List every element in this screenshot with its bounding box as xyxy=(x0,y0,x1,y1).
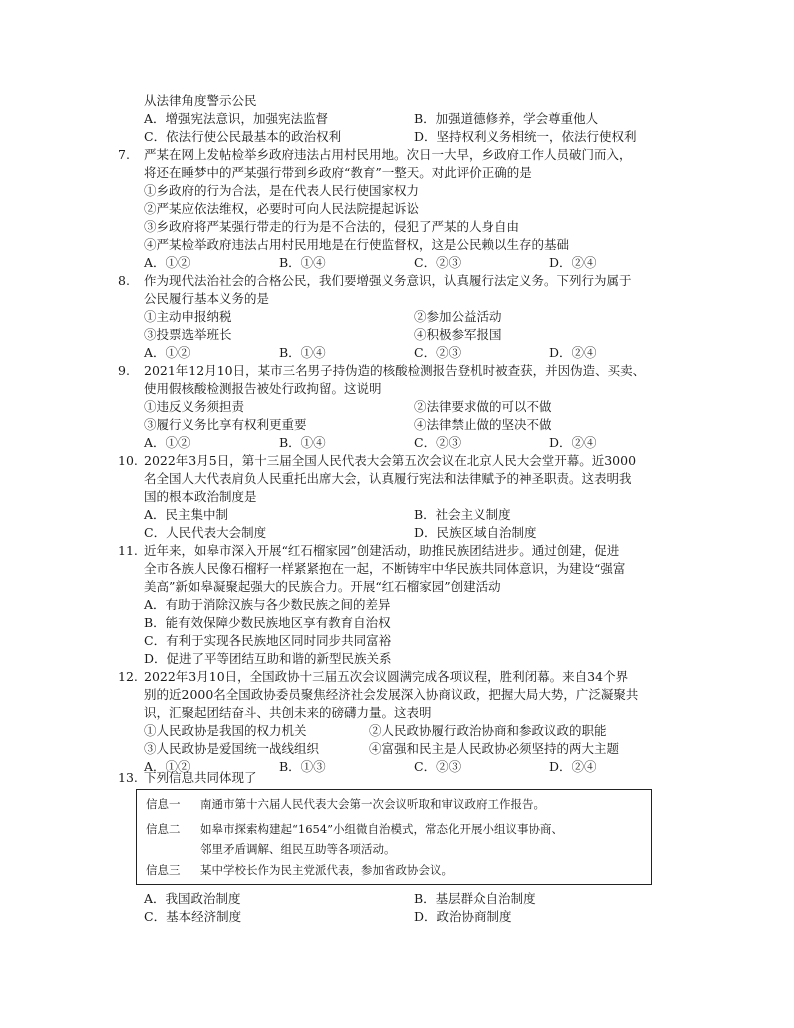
info-2-text-line-2: 邻里矛盾调解、组民互助等各项活动。 xyxy=(200,842,396,856)
q9-option-a: A．①② xyxy=(144,435,191,450)
q6-option-b: B．加强道德修养，学会尊重他人 xyxy=(414,111,599,126)
q11-stem-line-1: 近年来，如皋市深入开展“红石榴家园”创建活动，助推民族团结进步。通过创建，促进 xyxy=(144,543,620,558)
q8-stem-line-2: 公民履行基本义务的是 xyxy=(144,291,270,306)
q8-option-d: D．②④ xyxy=(549,345,597,360)
q10-number: 10. xyxy=(118,453,138,468)
q9-number: 9. xyxy=(118,363,130,378)
q6-option-d: D．坚持权利义务相统一，依法行使权利 xyxy=(414,129,637,144)
q12-item-1: ①人民政协是我国的权力机关 xyxy=(144,723,307,738)
q8-item-4: ④积极参军报国 xyxy=(414,327,502,342)
q12-item-4: ④富强和民主是人民政协必须坚持的两大主题 xyxy=(369,741,620,756)
q10-stem-line-1: 2022年3月5日，第十三届全国人民代表大会第五次会议在北京人民大会堂开幕。近3000 xyxy=(144,453,637,468)
q13-number: 13. xyxy=(118,770,138,785)
q6-option-a: A．增强宪法意识，加强宪法监督 xyxy=(144,111,329,126)
q6-option-c: C．依法行使公民最基本的政治权利 xyxy=(144,129,342,144)
q7-option-b: B．①④ xyxy=(279,255,326,270)
q10-stem-line-2: 名全国人大代表肩负人民重托出席大会，认真履行宪法和法律赋予的神圣职责。这表明我 xyxy=(144,471,632,486)
q9-stem-line-1: 2021年12月10日，某市三名男子持伪造的核酸检测报告登机时被查获，并因伪造、买卖、 xyxy=(144,363,646,378)
q9-item-2: ②法律要求做的可以不做 xyxy=(414,399,552,414)
q10-option-a: A．民主集中制 xyxy=(144,507,229,522)
q8-item-2: ②参加公益活动 xyxy=(414,309,502,324)
q13-option-c: C．基本经济制度 xyxy=(144,909,242,924)
q7-option-c: C．②③ xyxy=(414,255,462,270)
q13-option-a: A．我国政治制度 xyxy=(144,891,241,906)
q7-item-3: ③乡政府将严某强行带走的行为是不合法的，侵犯了严某的人身自由 xyxy=(144,219,520,234)
q7-option-a: A．①② xyxy=(144,255,191,270)
info-1-label: 信息一 xyxy=(146,797,181,811)
info-1-text: 南通市第十六届人民代表大会第一次会议听取和审议政府工作报告。 xyxy=(200,797,545,811)
q12-stem-line-1: 2022年3月10日，全国政协十三届五次会议圆满完成各项议程，胜利闭幕。来自34个界 xyxy=(144,669,629,684)
q13-stem: 下列信息共同体现了 xyxy=(144,770,257,785)
q12-option-b: B．①③ xyxy=(279,759,326,774)
q13-option-d: D．政治协商制度 xyxy=(414,909,512,924)
q7-stem-line-2: 将还在睡梦中的严某强行带到乡政府“教育”一整天。对此评价正确的是 xyxy=(144,165,532,180)
q8-stem-line-1: 作为现代法治社会的合格公民，我们要增强义务意识，认真履行法定义务。下列行为属于 xyxy=(144,273,632,288)
q11-number: 11. xyxy=(118,543,138,558)
q8-number: 8. xyxy=(118,273,130,288)
q7-item-2: ②严某应依法维权，必要时可向人民法院提起诉讼 xyxy=(144,201,420,216)
q11-stem-line-2: 全市各族人民像石榴籽一样紧紧抱在一起，不断铸牢中华民族共同体意识，为建设“强富 xyxy=(144,561,626,576)
q8-option-c: C．②③ xyxy=(414,345,462,360)
q10-option-b: B．社会主义制度 xyxy=(414,507,511,522)
q12-option-a: A．①② xyxy=(144,759,191,774)
info-2-label: 信息二 xyxy=(146,822,181,836)
q9-item-3: ③履行义务比享有权利更重要 xyxy=(144,417,307,432)
q7-option-d: D．②④ xyxy=(549,255,597,270)
q11-stem-line-3: 美高”新如皋凝聚起强大的民族合力。开展“红石榴家园”创建活动 xyxy=(144,579,501,594)
q7-stem-line-1: 严某在网上发帖检举乡政府违法占用村民用地。次日一大早，乡政府工作人员破门而入， xyxy=(144,147,632,162)
q7-number: 7. xyxy=(118,147,130,162)
q9-stem-line-2: 使用假核酸检测报告被处行政拘留。这说明 xyxy=(144,381,382,396)
info-3-text: 某中学校长作为民主党派代表，参加省政协会议。 xyxy=(200,863,453,877)
q12-item-2: ②人民政协履行政治协商和参政议政的职能 xyxy=(369,723,607,738)
q12-option-c: C．②③ xyxy=(414,759,462,774)
q9-option-d: D．②④ xyxy=(549,435,597,450)
info-box xyxy=(136,789,652,885)
q11-option-c: C．有利于实现各民族地区同时同步共同富裕 xyxy=(144,633,392,648)
info-3-label: 信息三 xyxy=(146,863,181,877)
q8-item-3: ③投票选举班长 xyxy=(144,327,232,342)
q13-option-b: B．基层群众自治制度 xyxy=(414,891,536,906)
q6-stem-tail: 从法律角度警示公民 xyxy=(144,93,257,108)
q11-option-a: A．有助于消除汉族与各少数民族之间的差异 xyxy=(144,597,391,612)
q10-option-d: D．民族区域自治制度 xyxy=(414,525,537,540)
q7-item-1: ①乡政府的行为合法，是在代表人民行使国家权力 xyxy=(144,183,420,198)
q9-item-4: ④法律禁止做的坚决不做 xyxy=(414,417,552,432)
q12-stem-line-3: 识，汇聚起团结奋斗、共创未来的磅礴力量。这表明 xyxy=(144,705,432,720)
q12-number: 12. xyxy=(118,669,138,684)
q8-option-a: A．①② xyxy=(144,345,191,360)
q9-option-b: B．①④ xyxy=(279,435,326,450)
q10-option-c: C．人民代表大会制度 xyxy=(144,525,267,540)
q8-item-1: ①主动申报纳税 xyxy=(144,309,232,324)
q12-option-d: D．②④ xyxy=(549,759,597,774)
q11-option-d: D．促进了平等团结互助和谐的新型民族关系 xyxy=(144,651,392,666)
q9-item-1: ①违反义务须担责 xyxy=(144,399,245,414)
q12-item-3: ③人民政协是爱国统一战线组织 xyxy=(144,741,320,756)
info-2-text-line-1: 如皋市探索构建起“1654”小组微自治模式，常态化开展小组议事协商、 xyxy=(200,822,564,836)
q8-option-b: B．①④ xyxy=(279,345,326,360)
q10-stem-line-3: 国的根本政治制度是 xyxy=(144,489,257,504)
q7-item-4: ④严某检举政府违法占用村民用地是在行使监督权，这是公民赖以生存的基础 xyxy=(144,237,570,252)
q9-option-c: C．②③ xyxy=(414,435,462,450)
q11-option-b: B．能有效保障少数民族地区享有教育自治权 xyxy=(144,615,391,630)
q12-stem-line-2: 别的近2000名全国政协委员聚焦经济社会发展深入协商议政，把握大局大势，广泛凝聚共 xyxy=(144,687,639,702)
